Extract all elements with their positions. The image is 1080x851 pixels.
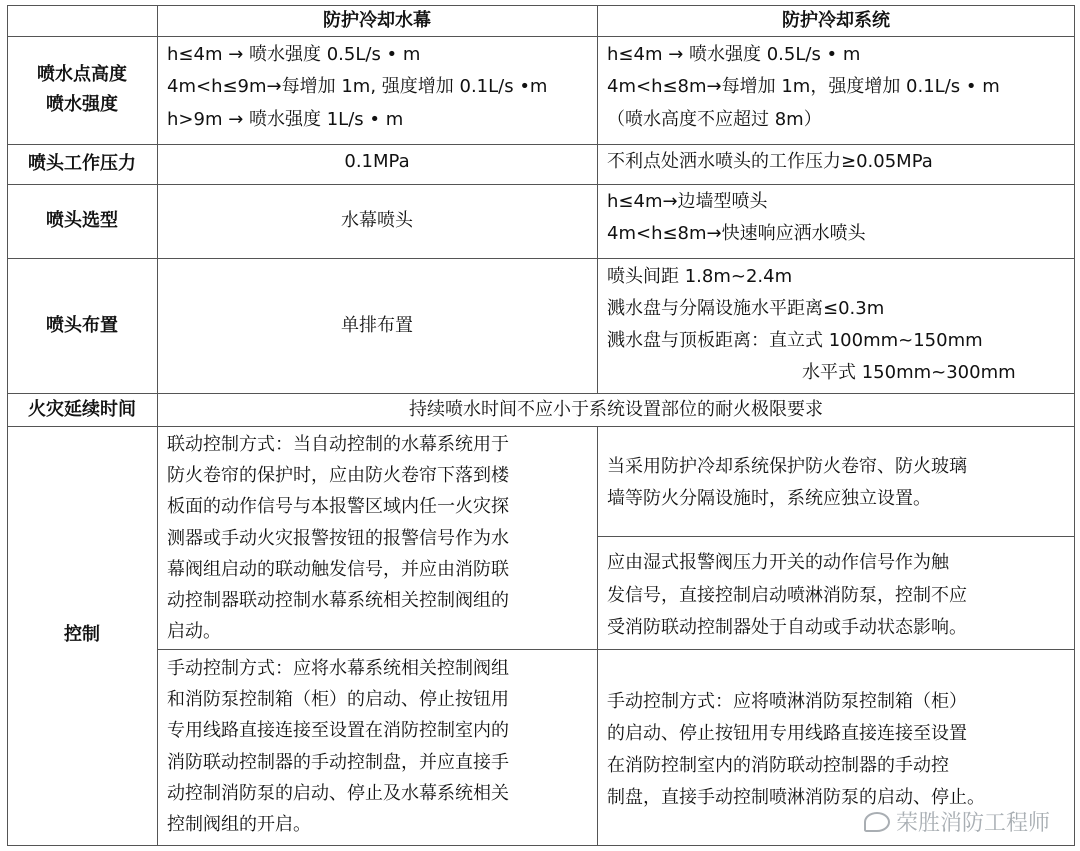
cooling-selection-line: 4m<h≤8m→快速响应洒水喷头	[607, 223, 866, 244]
wechat-bubble-icon	[864, 812, 890, 832]
grid-line	[7, 845, 1075, 846]
grid-line	[7, 144, 1075, 145]
curtain-intensity-line: h≤4m → 喷水强度 0.5L/s • m	[167, 44, 421, 65]
curtain-auto-line: 联动控制方式：当自动控制的水幕系统用于	[167, 434, 509, 455]
cooling-manual-line: 的启动、停止按钮用专用线路直接连接至设置	[607, 723, 967, 744]
curtain-selection: 水幕喷头	[341, 210, 413, 231]
cooling-manual-line: 在消防控制室内的消防联动控制器的手动控	[607, 755, 949, 776]
grid-line	[7, 184, 1075, 185]
cooling-layout-line: 水平式 150mm~300mm	[802, 362, 1016, 383]
grid-line	[157, 5, 158, 846]
curtain-auto-line: 测器或手动火灾报警按钮的报警信号作为水	[167, 528, 509, 549]
cooling-intensity-line: （喷水高度不应超过 8m）	[607, 109, 822, 130]
cooling-auto-line: 发信号，直接控制启动喷淋消防泵，控制不应	[607, 585, 967, 606]
grid-line	[597, 536, 1075, 537]
watermark	[864, 806, 1050, 837]
grid-line	[597, 5, 598, 393]
label-selection: 喷头选型	[46, 210, 118, 231]
curtain-auto-line: 动控制器联动控制水幕系统相关控制阀组的	[167, 590, 509, 611]
label-intensity-line2: 喷水强度	[46, 94, 118, 115]
curtain-auto-line: 幕阀组启动的联动触发信号，并应由消防联	[167, 559, 509, 580]
watermark-text: 荣胜消防工程师	[895, 811, 1050, 836]
grid-line	[157, 649, 1075, 650]
label-duration: 火灾延续时间	[28, 399, 136, 420]
cooling-auto-line: 应由湿式报警阀压力开关的动作信号作为触	[607, 552, 949, 573]
curtain-manual-line: 手动控制方式：应将水幕系统相关控制阀组	[167, 658, 509, 679]
curtain-auto-line: 板面的动作信号与本报警区域内任一火灾探	[167, 496, 509, 517]
cooling-layout-line: 喷头间距 1.8m~2.4m	[607, 266, 793, 287]
label-layout: 喷头布置	[46, 315, 118, 336]
curtain-manual-line: 和消防泵控制箱（柜）的启动、停止按钮用	[167, 689, 509, 710]
duration-value: 持续喷水时间不应小于系统设置部位的耐火极限要求	[409, 399, 823, 420]
cooling-layout-line: 溅水盘与分隔设施水平距离≤0.3m	[607, 298, 885, 319]
grid-line	[1074, 5, 1075, 846]
label-control: 控制	[64, 624, 100, 645]
curtain-intensity-line: h>9m → 喷水强度 1L/s • m	[167, 109, 404, 130]
cooling-manual-line: 手动控制方式：应将喷淋消防泵控制箱（柜）	[607, 691, 967, 712]
cooling-pressure: 不利点处洒水喷头的工作压力≥0.05MPa	[607, 151, 933, 172]
grid-line	[7, 36, 1075, 37]
curtain-pressure: 0.1MPa	[344, 151, 410, 172]
curtain-auto-line: 启动。	[167, 621, 221, 642]
grid-line	[7, 426, 1075, 427]
cooling-layout-line: 溅水盘与顶板距离：直立式 100mm~150mm	[607, 330, 983, 351]
grid-line	[7, 258, 1075, 259]
curtain-manual-line: 专用线路直接连接至设置在消防控制室内的	[167, 720, 509, 741]
curtain-auto-line: 防火卷帘的保护时，应由防火卷帘下落到楼	[167, 465, 509, 486]
cooling-independent-line: 墙等防火分隔设施时，系统应独立设置。	[607, 488, 931, 509]
cooling-auto-line: 受消防联动控制器处于自动或手动状态影响。	[607, 617, 967, 638]
grid-line	[7, 5, 8, 846]
comparison-table	[7, 5, 1075, 846]
curtain-layout: 单排布置	[341, 315, 413, 336]
label-pressure: 喷头工作压力	[28, 153, 136, 174]
cooling-intensity-line: h≤4m → 喷水强度 0.5L/s • m	[607, 44, 861, 65]
header-cooling: 防护冷却系统	[782, 10, 890, 31]
cooling-manual-line: 制盘，直接手动控制喷淋消防泵的启动、停止。	[607, 787, 985, 808]
grid-line	[597, 426, 598, 846]
header-curtain: 防护冷却水幕	[323, 10, 431, 31]
cooling-independent-line: 当采用防护冷却系统保护防火卷帘、防火玻璃	[607, 456, 967, 477]
curtain-manual-line: 动控制消防泵的启动、停止及水幕系统相关	[167, 783, 509, 804]
label-intensity-line1: 喷水点高度	[37, 64, 127, 85]
curtain-manual-line: 消防联动控制器的手动控制盘，并应直接手	[167, 752, 509, 773]
cooling-selection-line: h≤4m→边墙型喷头	[607, 191, 768, 212]
curtain-intensity-line: 4m<h≤9m→每增加 1m, 强度增加 0.1L/s •m	[167, 76, 548, 97]
cooling-intensity-line: 4m<h≤8m→每增加 1m，强度增加 0.1L/s • m	[607, 76, 1000, 97]
curtain-manual-line: 控制阀组的开启。	[167, 814, 311, 835]
